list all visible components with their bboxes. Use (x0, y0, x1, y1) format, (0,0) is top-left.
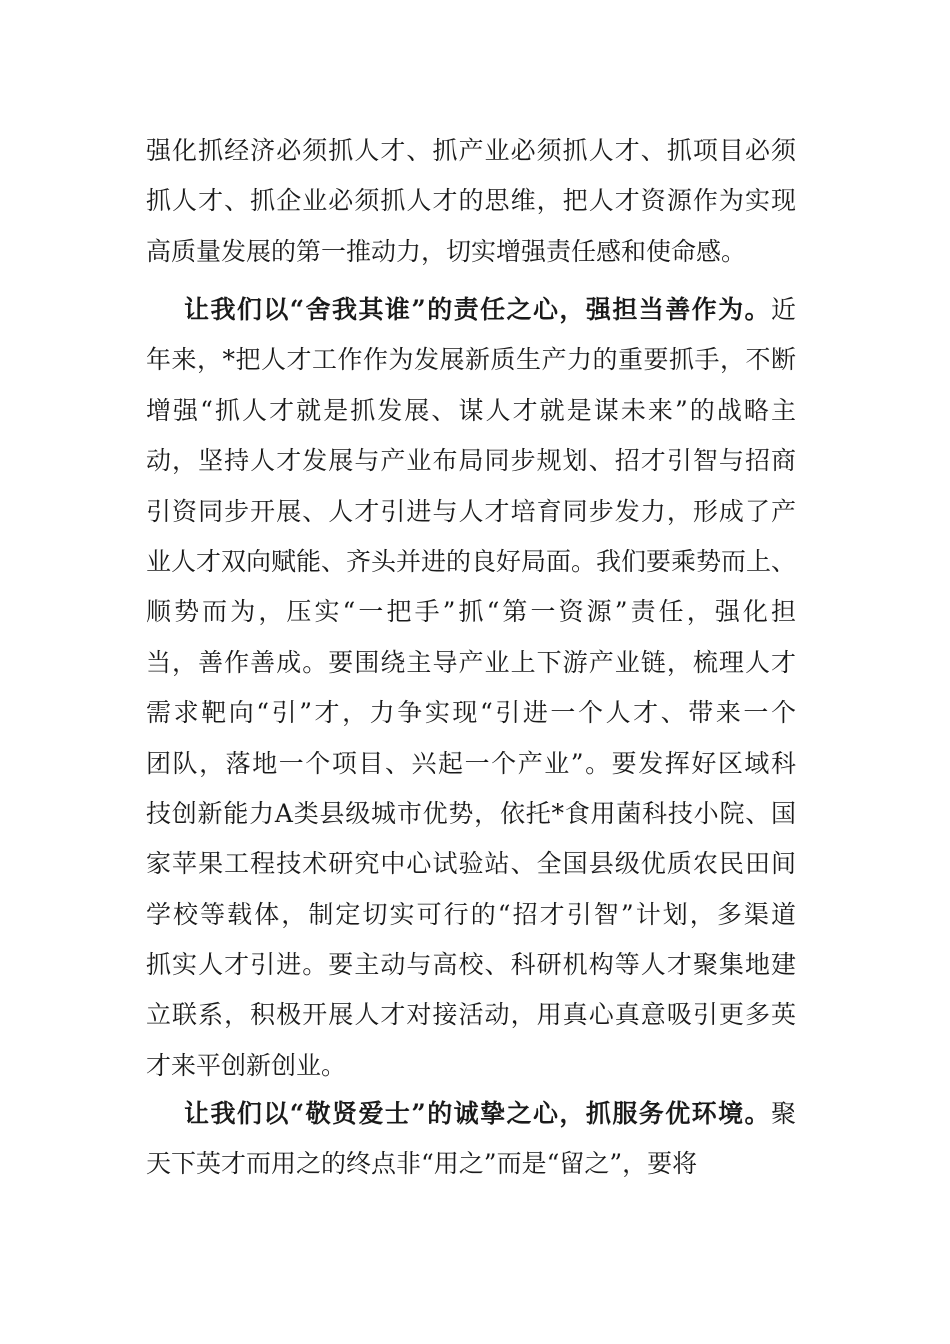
text-line: 天下英才而用之的终点非“用之”而是“留之”，要将 (146, 1149, 698, 1179)
paragraph-lead-sentence: 让我们以“舍我其谁”的责任之心，强担当善作为。 (184, 295, 771, 324)
paragraph-2 (146, 285, 796, 1091)
text-line: 高质量发展的第一推动力，切实增强责任感和使命感。 (146, 236, 747, 266)
paragraph-first-line (146, 1089, 796, 1139)
text-line: 学校等载体，制定切实可行的“招才引智”计划，多渠道 (146, 899, 796, 929)
paragraph-first-line-rest: 近 (770, 295, 796, 324)
text-line: 抓人才、抓企业必须抓人才的思维，把人才资源作为实现 (146, 186, 796, 216)
text-line: 团队，落地一个项目、兴起一个产业”。要发挥好区域科 (146, 748, 796, 778)
paragraph-first-line-rest: 聚 (770, 1099, 796, 1128)
text-line: 增强“抓人才就是抓发展、谋人才就是谋未来”的战略主 (146, 395, 796, 425)
text-line: 强化抓经济必须抓人才、抓产业必须抓人才、抓项目必须 (146, 136, 796, 165)
text-line: 立联系，积极开展人才对接活动，用真心真意吸引更多英 (146, 1000, 796, 1030)
text-line: 动，坚持人才发展与产业布局同步规划、招才引智与招商 (146, 446, 796, 476)
text-line: 业人才双向赋能、齐头并进的良好局面。我们要乘势而上、 (146, 546, 797, 576)
text-line: 需求靶向“引”才，力争实现“引进一个人才、带来一个 (146, 698, 796, 728)
text-line: 抓实人才引进。要主动与高校、科研机构等人才聚集地建 (146, 950, 796, 980)
text-line: 技创新能力A类县级城市优势，依托*食用菌科技小院、国 (146, 798, 796, 828)
paragraph-first-line (146, 285, 796, 335)
text-line: 当，善作善成。要围绕主导产业上下游产业链，梳理人才 (146, 647, 796, 677)
text-line: 家苹果工程技术研究中心试验站、全国县级优质农民田间 (146, 849, 796, 879)
text-line: 才来平创新创业。 (146, 1050, 347, 1080)
paragraph-lead-sentence: 让我们以“敬贤爱士”的诚挚之心，抓服务优环境。 (184, 1099, 771, 1128)
paragraph-3 (146, 1089, 796, 1190)
text-line: 引资同步开展、人才引进与人才培育同步发力，形成了产 (146, 496, 796, 526)
text-line: 顺势而为，压实“一把手”抓“第一资源”责任，强化担 (146, 597, 796, 627)
text-line: 年来，*把人才工作作为发展新质生产力的重要抓手，不断 (146, 345, 796, 375)
paragraph-1 (146, 126, 796, 277)
